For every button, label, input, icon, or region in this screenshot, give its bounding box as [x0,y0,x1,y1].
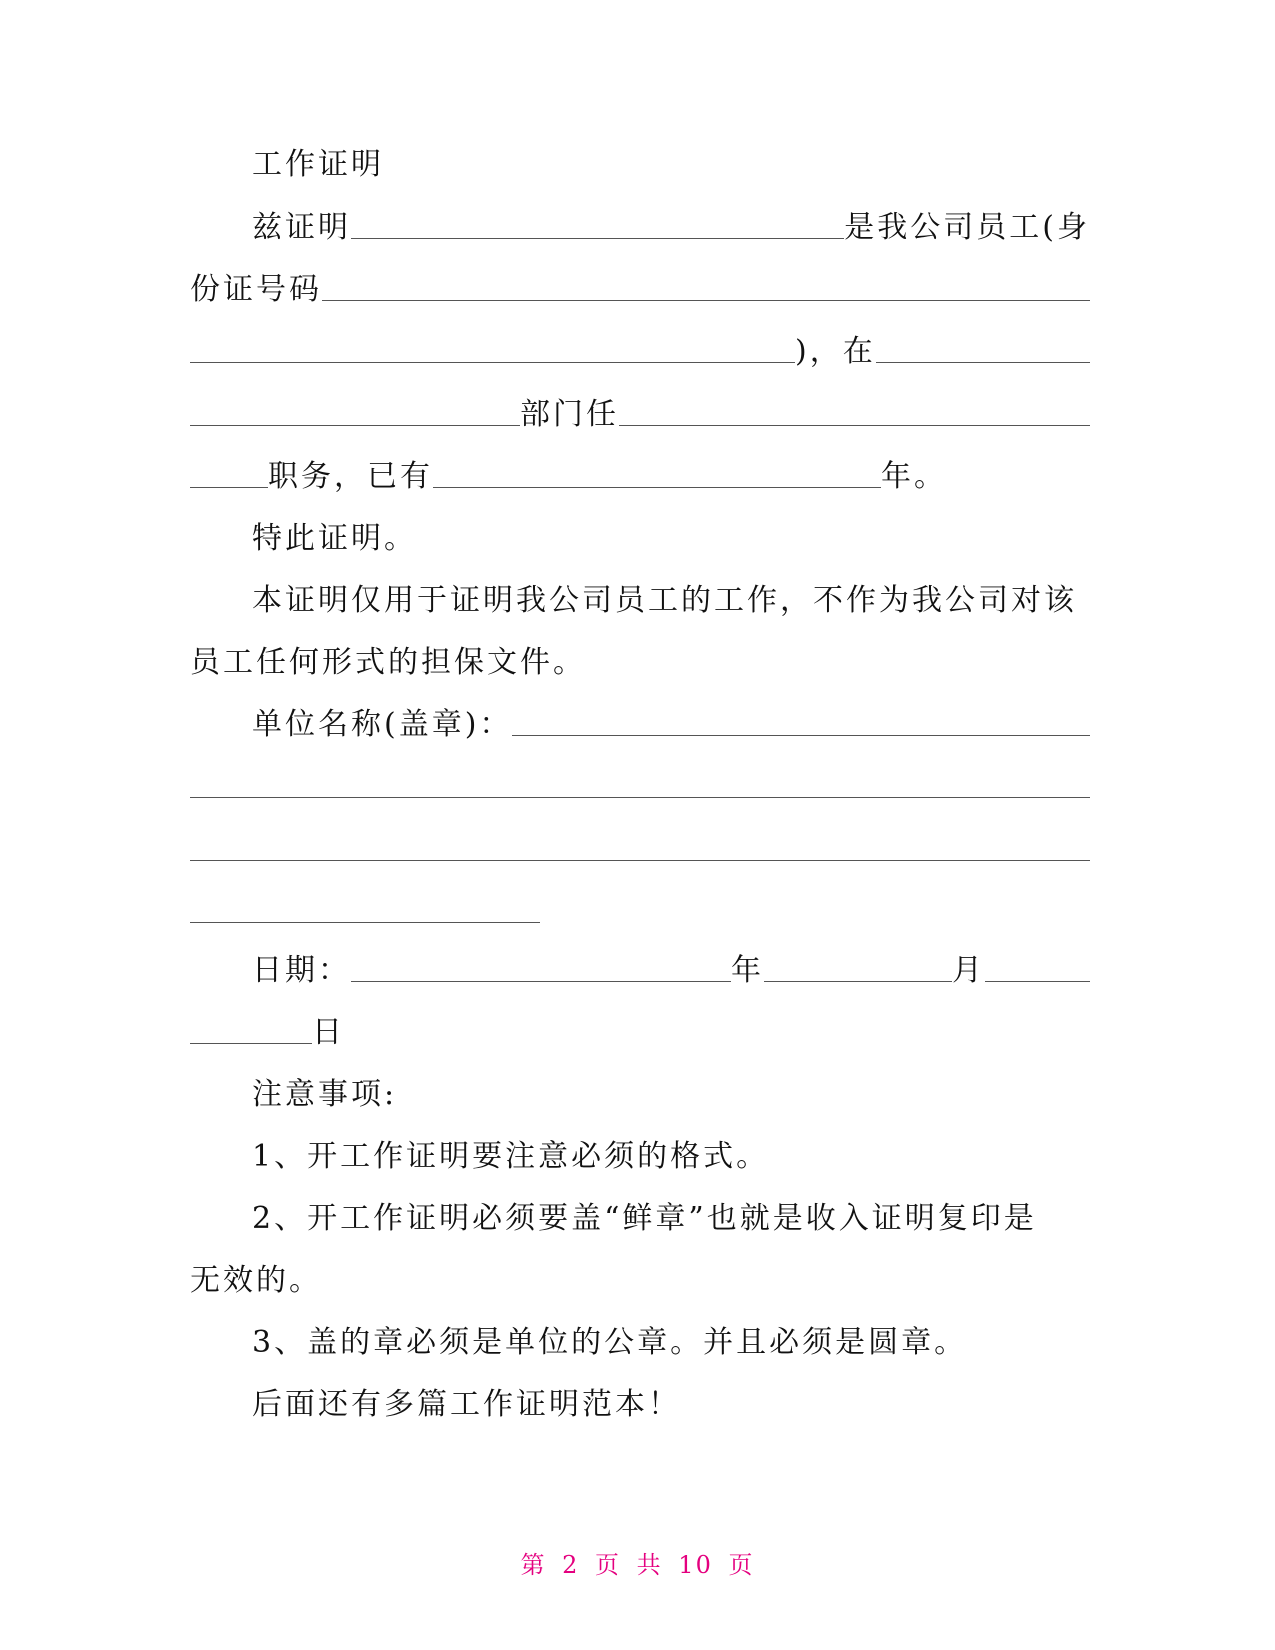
date-day-blank[interactable] [985,980,1090,982]
position-blank-cont[interactable] [190,486,268,488]
note-2: 2、开工作证明必须要盖“鲜章”也就是收入证明复印是 [252,1201,1037,1236]
position-blank[interactable] [619,424,1090,426]
department-blank[interactable] [876,361,1090,363]
date-day-blank-cont[interactable] [190,1042,312,1044]
unit-name-blank[interactable] [512,734,1090,736]
department-blank-cont[interactable] [190,424,520,426]
unit-name-line: 单位名称(盖章)： [252,705,1090,745]
unit-name-line-2 [190,767,1090,807]
date-month-blank[interactable] [764,980,952,982]
id-number-blank[interactable] [322,299,1090,301]
note-2-cont: 无效的。 [190,1263,322,1298]
date-line-2: 日 [190,1013,1090,1053]
disclaimer-line-2: 员工任何形式的担保文件。 [190,645,586,680]
years-blank[interactable] [433,486,881,488]
certificate-line-3: )，在 [190,332,1090,372]
disclaimer-line-1: 本证明仅用于证明我公司员工的工作，不作为我公司对该 [252,583,1077,618]
unit-name-blank-4[interactable] [190,921,540,923]
document-title: 工作证明 [252,147,384,182]
notes-heading: 注意事项: [252,1077,398,1112]
note-3: 3、盖的章必须是单位的公章。并且必须是圆章。 [252,1325,968,1360]
certificate-line-5: 职务，已有 年。 [190,457,1090,497]
certificate-line-2: 份证号码 [190,270,1090,310]
unit-name-blank-2[interactable] [190,796,1090,798]
id-number-blank-cont[interactable] [190,361,795,363]
unit-name-line-4 [190,892,1090,932]
page-footer: 第 2 页 共 10 页 [520,1551,755,1579]
date-year-blank[interactable] [351,980,731,982]
employee-name-blank[interactable] [351,237,844,239]
certificate-line-4: 部门任 [190,395,1090,435]
certificate-line-1: 兹证明 是我公司员工(身 [252,210,1090,245]
closing-line: 后面还有多篇工作证明范本！ [252,1387,681,1422]
note-1: 1、开工作证明要注意必须的格式。 [252,1139,770,1174]
hereby-line: 特此证明。 [252,521,417,556]
unit-name-line-3 [190,830,1090,870]
date-line: 日期： 年 月 [252,951,1090,991]
unit-name-blank-3[interactable] [190,859,1090,861]
